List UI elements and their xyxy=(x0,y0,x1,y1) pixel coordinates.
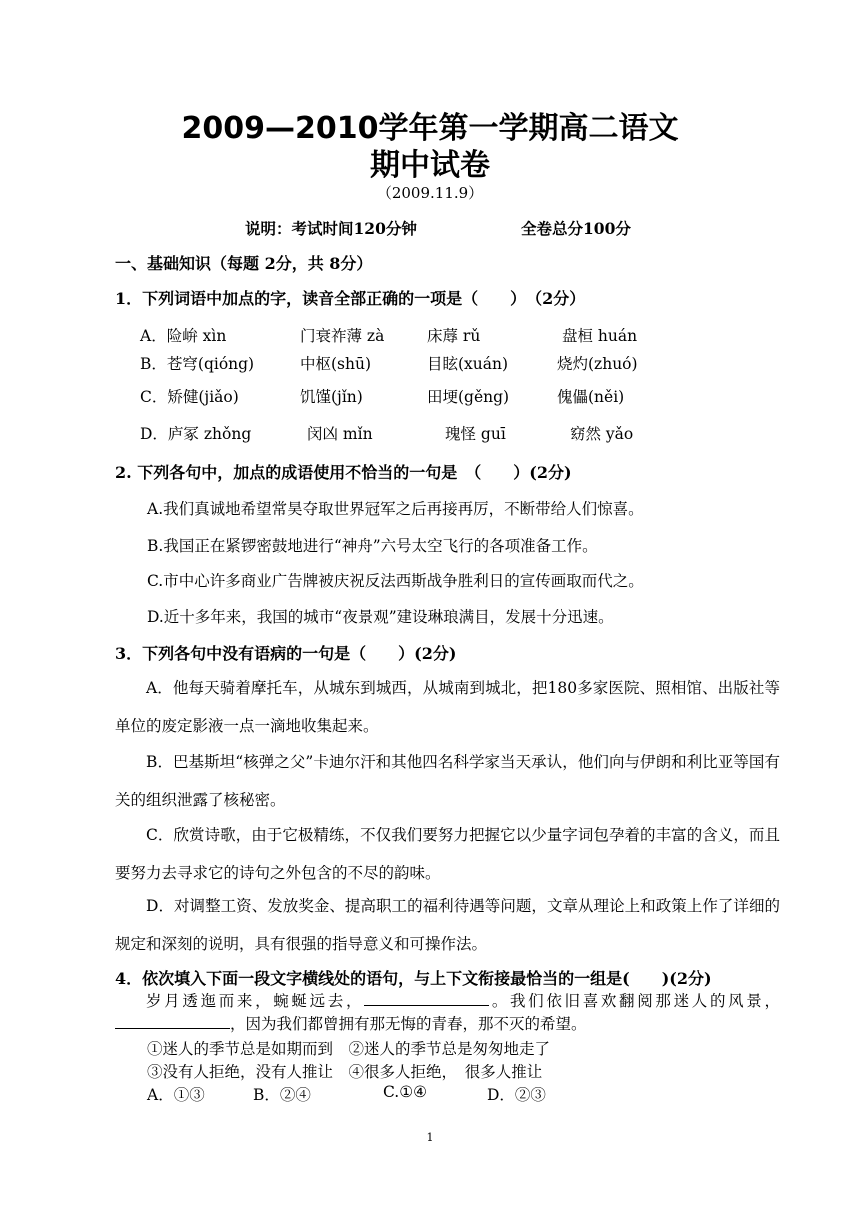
q1-option-d4: 窈然 yǎo xyxy=(570,425,634,443)
q2-option-d: D.近十多年来，我国的城市“夜景观”建设琳琅满目，发展十分迅速。 xyxy=(147,608,614,626)
q4-answer-b: B．②④ xyxy=(253,1086,311,1104)
section-heading: 一、基础知识（每题 2分，共 8分） xyxy=(115,254,373,273)
q4-answer-c: C.①④ xyxy=(383,1083,428,1101)
q3-option-d: D．对调整工资、发放奖金、提高职工的福利待遇等问题，文章从理论上和政策上作了详细的规定和深刻的说明，具有很强的指导意义和可操作法。 xyxy=(115,897,780,953)
q3-option-b: B．巴基斯坦“核弹之父”卡迪尔汗和其他四名科学家当天承认，他们向与伊朗和利比亚等国有关的组织泄露了核秘密。 xyxy=(115,753,780,809)
q4-choices-line1: ①迷人的季节总是如期而到 ②迷人的季节总是匆匆地走了 xyxy=(147,1040,551,1058)
exam-title-line1: 2009—2010学年第一学期高二语文 xyxy=(181,111,679,146)
q3-option-c: C．欣赏诗歌，由于它极精练，不仅我们要努力把握它以少量字词包孕着的丰富的含义，而且要努力去寻求它的诗句之外包含的不尽的韵味。 xyxy=(115,826,780,882)
q1-option-b4: 烧灼(zhuó) xyxy=(557,355,638,373)
q1-option-d1: D．庐冢 zhǒng xyxy=(140,425,252,443)
q1-option-b2: 中枢(shū) xyxy=(300,355,372,373)
q4-choices-line2: ③没有人拒绝，没有人推让 ④很多人拒绝， 很多人推让 xyxy=(147,1063,543,1081)
question-1-stem: 1．下列词语中加点的字，读音全部正确的一项是（ ） （2分） xyxy=(115,289,586,308)
q4-blank-1 xyxy=(364,991,489,1006)
q4-blank-2 xyxy=(115,1014,230,1029)
q2-option-b: B.我国正在紧锣密鼓地进行“神舟”六号太空飞行的各项准备工作。 xyxy=(147,537,598,555)
q4-passage xyxy=(115,990,780,1036)
q2-option-a: A.我们真诚地希望常昊夺取世界冠军之后再接再厉，不断带给人们惊喜。 xyxy=(147,500,644,518)
q4-passage-part-a: 岁月透迤而来，蜿蜒远去， xyxy=(146,992,365,1010)
q1-option-c2: 饥馑(jǐn) xyxy=(300,388,363,406)
q1-option-a2: 门衰祚薄 zà xyxy=(300,327,385,345)
q4-passage-part-c: ，因为我们都曾拥有那无悔的青春，那不灭的希望。 xyxy=(230,1015,587,1033)
q4-answer-d: D．②③ xyxy=(487,1086,546,1104)
page-number: 1 xyxy=(426,1131,434,1144)
question-4-stem: 4．依次填入下面一段文字横线处的语句，与上下文衔接最恰当的一组是( )(2分) xyxy=(115,969,712,988)
q1-option-a1: A．险峅 xìn xyxy=(140,327,227,345)
question-2-stem: 2. 下列各句中，加点的成语使用不恰当的一句是 （ ）(2分) xyxy=(115,463,572,482)
q2-option-c: C.市中心许多商业广告牌被庆祝反法西斯战争胜利日的宣传画取而代之。 xyxy=(147,572,644,590)
q3-option-a: A．他每天骑着摩托车，从城东到城西，从城南到城北，把180多家医院、照相馆、出版社等单位的废定影液一点一滴地收集起来。 xyxy=(115,679,780,735)
instruction-score: 全卷总分100分 xyxy=(521,219,631,238)
q1-option-a4: 盘桓 huán xyxy=(562,327,638,345)
q1-option-b1: B．苍穹(qióng) xyxy=(140,355,255,373)
question-3-stem: 3．下列各句中没有语病的一句是（ ）(2分) xyxy=(115,644,457,663)
exam-title-line2: 期中试卷 xyxy=(370,148,490,183)
q1-option-b3: 目眩(xuán) xyxy=(427,355,509,373)
exam-date: （2009.11.9） xyxy=(376,184,484,202)
q4-answer-a: A．①③ xyxy=(147,1086,205,1104)
q1-option-a3: 床蓐 rǔ xyxy=(427,327,481,345)
q1-option-d3: 瑰怪 guī xyxy=(445,425,506,443)
instruction-time: 说明：考试时间120分钟 xyxy=(245,219,417,238)
q1-option-c1: C．矫健(jiǎo) xyxy=(140,388,239,406)
q1-option-c4: 傀儡(něi) xyxy=(557,388,625,406)
q4-passage-part-b: 。我们依旧喜欢翻阅那迷人的风景， xyxy=(489,992,780,1010)
q1-option-d2: 闵凶 mǐn xyxy=(307,425,373,443)
q1-option-c3: 田埂(gěng) xyxy=(427,388,510,406)
